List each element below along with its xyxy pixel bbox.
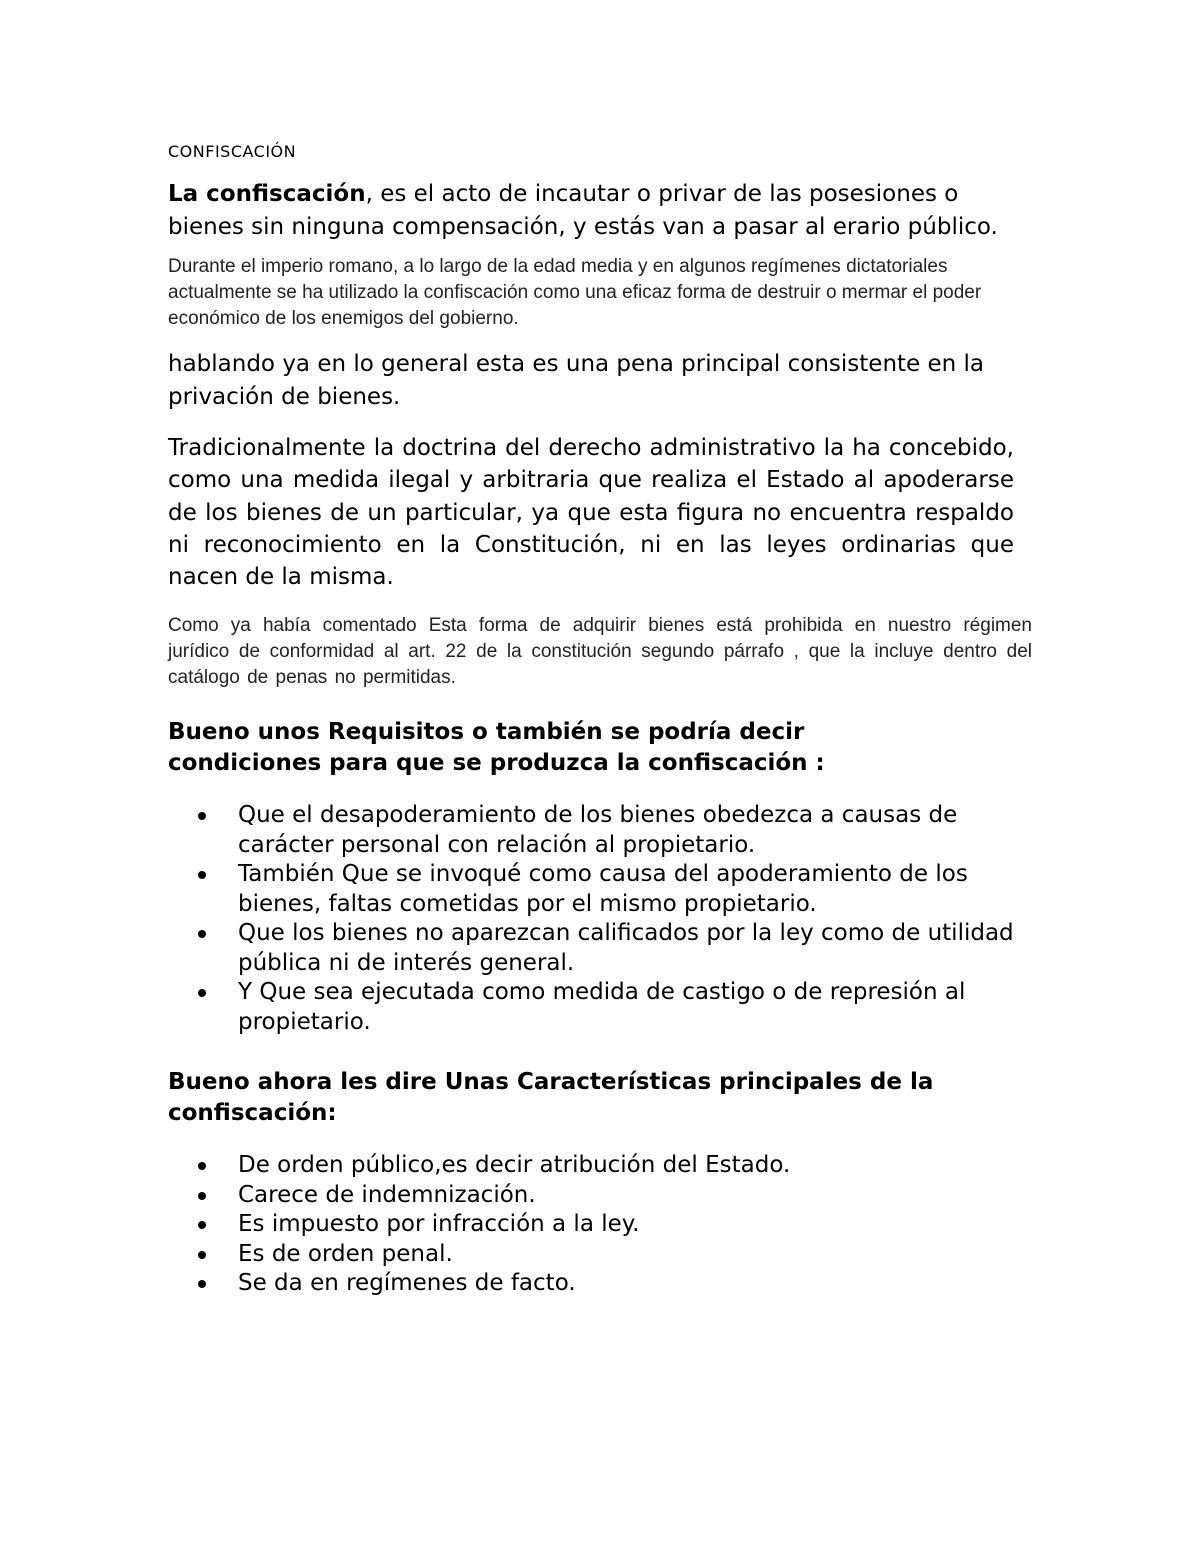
list-item: Que el desapoderamiento de los bienes obedezca a causas de carácter personal con relación al propietario.	[168, 801, 1018, 860]
bullet-icon	[198, 1192, 206, 1200]
intro-paragraph	[168, 178, 1038, 244]
requirements-heading: Bueno unos Requisitos o también se podría decir condiciones para que se produzca la confiscación :	[168, 719, 825, 777]
document-title: CONFISCACIÓN	[168, 142, 297, 161]
list-item: Que los bienes no aparezcan calificados por la ley como de utilidad pública ni de interés general.	[168, 919, 1018, 978]
list-item: De orden público,es decir atribución del Estado.	[168, 1151, 1018, 1181]
characteristics-heading: Bueno ahora les dire Unas Características principales de la confiscación:	[168, 1069, 934, 1127]
bullet-icon	[198, 1162, 206, 1170]
document-page	[168, 140, 1048, 1319]
bullet-icon	[198, 1251, 206, 1259]
bullet-icon	[198, 871, 206, 879]
intro-rest: , es el acto de incautar o privar de las posesiones o bienes sin ninguna compensación, y estás van a pasar al erario público.	[168, 181, 998, 240]
list-item: Se da en regímenes de facto.	[168, 1269, 1018, 1299]
bullet-icon	[198, 812, 206, 820]
list-item: Y Que sea ejecutada como medida de castigo o de represión al propietario.	[168, 978, 1018, 1037]
list-item: También Que se invoqué como causa del apoderamiento de los bienes, faltas cometidas por el mismo propietario.	[168, 860, 1018, 919]
history-paragraph: Durante el imperio romano, a lo largo de la edad media y en algunos regímenes dictatoriales actualmente se ha utilizado la confiscación como una eficaz forma de destruir o mermar el poder económico de los enemigos del gobierno.	[168, 256, 982, 329]
intro-term: La confiscación	[168, 181, 366, 207]
list-item: Es impuesto por infracción a la ley.	[168, 1210, 1018, 1240]
bullet-icon	[198, 930, 206, 938]
characteristics-list	[168, 1151, 1018, 1299]
bullet-icon	[198, 1221, 206, 1229]
doctrine-paragraph: Tradicionalmente la doctrina del derecho administrativo la ha concebido, como una medida ilegal y arbitraria que realiza el Estado al apoderarse de los bienes de un particular, ya que esta figura no encuentra respaldo ni reconocimiento en la Constitución, ni en las leyes ordinarias que nacen de la misma.	[168, 435, 1014, 591]
general-paragraph: hablando ya en lo general esta es una pena principal consistente en la privación de bienes.	[168, 351, 985, 410]
bullet-icon	[198, 989, 206, 997]
list-item: Es de orden penal.	[168, 1240, 1018, 1270]
requirements-list	[168, 801, 1018, 1037]
bullet-icon	[198, 1280, 206, 1288]
prohibition-paragraph: Como ya había comentado Esta forma de adquirir bienes está prohibida en nuestro régimen jurídico de conformidad al art. 22 de la constitución segundo párrafo , que la incluye dentro del catálogo de penas no permitidas.	[168, 615, 1032, 689]
list-item: Carece de indemnización.	[168, 1181, 1018, 1211]
